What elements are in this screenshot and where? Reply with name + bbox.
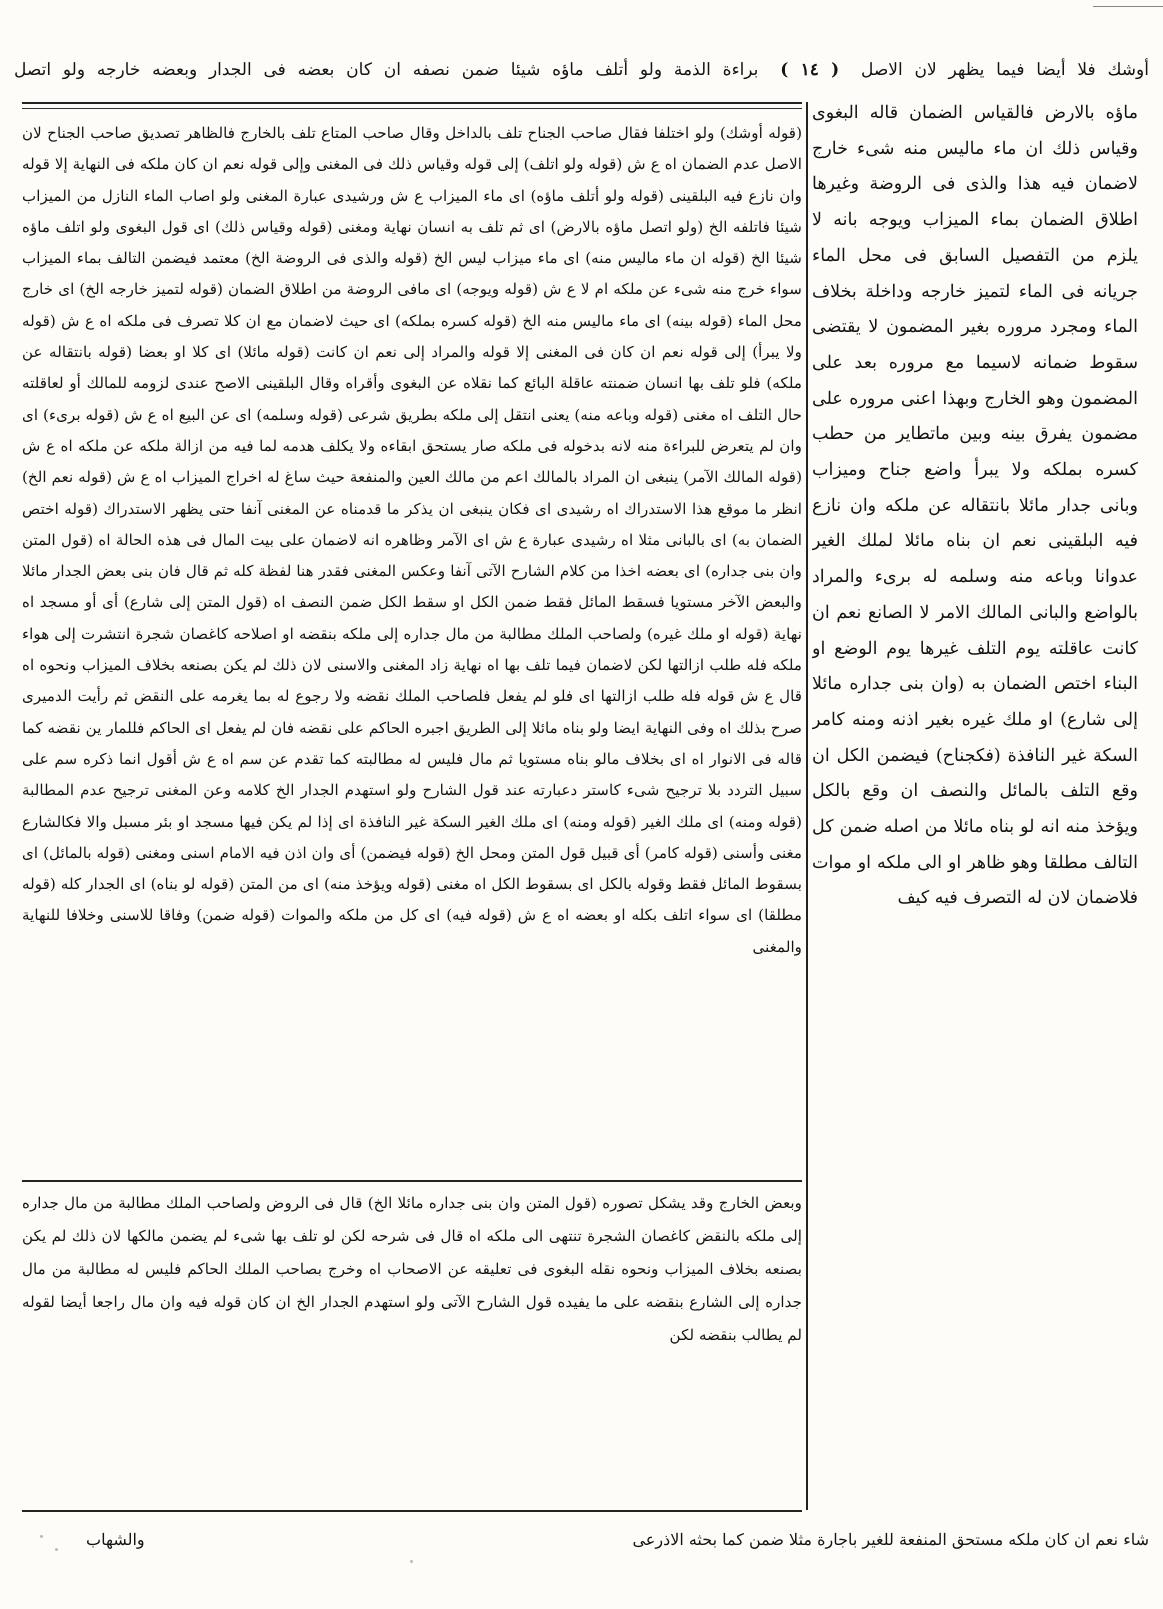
main-top-rule [22,102,802,104]
paper-speck [40,1535,43,1538]
page-number: ( ١٤ ) [780,60,840,80]
commentary-text: (قوله أوشك) ولو اختلفا فقال صاحب الجناح تلف بالداخل وقال صاحب المتاع تلف بالخارج فالظاهر تصديق صاحب الجناح لان الاصل عدم الضمان اه ع ش (قوله ولو اتلف) إلى قوله وقياس ذلك فى المغنى وإلى قوله نعم ان كان ملكه فى النهاية إلا قوله وان نازع فيه البلقينى (قوله ولو أتلف ماؤه) اى ماء الميزاب ع ش ورشيدى عبارة المغنى ولو اصاب الماء النازل من الميزاب شيئا فاتلفه الخ (ولو اتصل ماؤه بالارض) اى ثم تلف به انسان نهاية ومغنى (قوله وقياس ذلك) اى قول البغوى ولو اتلف ماؤه شيئا الخ (قوله ان ماء ماليس منه) اى ماء ميزاب ليس الخ (قوله والذى فى الروضة الخ) معتمد فيضمن التالف بماء الميزاب سواء خرج منه شىء عن ملكه ام لا ع ش (قوله ويوجه) اى مافى الروضة من اطلاق الضمان (قوله لتميز خارجه الخ) اى خارج محل الماء (قوله بينه) اى ماء ماليس منه الخ (قوله كسره بملكه) اى حيث لاضمان مع ان كلا تصرف فى ملكه اه ع ش (قوله ولا يبرأ) إلى قوله نعم ان كان فى المغنى إلا قوله والمراد إلى نعم ان كانت (قوله مائلا) اى كلا او بعضا (قوله بانتقاله عن ملكه) فلو تلف بها انسان ضمنته عاقلة البائع كما نقلاه عن البغوى وأقراه وقال البلقينى الاصح عندى لزومه للمالك أو لعاقلته حال التلف اه مغنى (قوله وباعه منه) يعنى انتقل إلى ملكه بطريق شرعى (قوله وسلمه) اى عن البيع اه ع ش (قوله برىء) اى وان لم يتعرض للبراءة منه لانه بدخوله فى ملكه صار يستحق ابقاءه ولا يكلف هدمه لما فيه من ازالة ملكه عن ملكه اه ع ش (قوله المالك الآمر) ينبغى ان المراد بالمالك اعم من مالك العين والمنفعة حيث ساغ له اخراج الميزاب اه ع ش (قوله نعم الخ) انظر ما موقع هذا الاستدراك اه رشيدى اى فكان ينبغى ان يذكر ما قدمناه عن المغنى آنفا حتى يظهر الاستدراك (قوله اختص الضمان به) اى بالبانى مثلا اه رشيدى عبارة ع ش اى الآمر وظاهره انه لاضمان على بيت المال فى هذه الحالة اه (قول المتن وان بنى جداره) اى بعضه اخذا من كلام الشارح الآتى آنفا وعكس المغنى فقدر هنا لفظة كله ثم قال فان بنى بعض الجدار مائلا والبعض الآخر مستويا فسقط المائل فقط ضمن الكل او سقط الكل ضمن النصف اه (قول المتن إلى شارع) أى أو مسجد اه نهاية (قوله او ملك غيره) ولصاحب الملك مطالبة من مال جداره إلى ملكه بنقضه او اصلاحه كاغصان شجرة انتشرت إلى هواء ملكه فله طلب ازالتها لكن لاضمان فيما تلف بها اه نهاية زاد المغنى والاسنى لان ذلك لم يكن بصنعه بخلاف الميزاب ونحوه اه قال ع ش قوله فله طلب ازالتها اى فلو لم يفعل فلصاحب الملك نقضه ولا رجوع له بما يغرمه على النقض ثم رأيت الدميرى صرح بذلك اه وفى النهاية ايضا ولو بناه مائلا إلى الطريق اجبره الحاكم على نقضه فان لم يفعل اى الحاكم فللمار ين نقضه كما قاله فى الانوار اه اى بخلاف مالو بناه مستويا ثم مال فليس له مطالبته كما تقدم عن سم اه ع ش أقول انما ذكره سم على سبيل التردد بلا ترجيح شىء كاستر دعبارته عند قول الشارح ولو استهدم الجدار الخ كلامه وعن المغنى ترجيح عدم المطالبة (قوله ومنه) اى ملك الغير (قوله ومنه) اى ملك الغير السكة غير النافذة اى إذا لم يكن فيها مسجد او بئر مسبل والا فكالشارع مغنى وأسنى (قوله كامر) أى قبيل قول المتن ومحل الخ (قوله فيضمن) أى وان اذن فيه الامام اسنى ومغنى (قوله بالمائل) اى بسقوط المائل فقط وقوله بالكل اى بسقوط الكل اه مغنى (قوله ويؤخذ منه) اى من المتن (قوله لو بناه) اى الجدار كله (قوله مطلقا) اى سواء اتلف بكله او بعضه اه ع ش (قوله فيه) اى كل من ملكه والموات (قوله ضمن) وفاقا للاسنى وخلافا للنهاية والمغنى [22,124,802,956]
main-bottom-rule [22,1510,802,1512]
paper-speck [55,1548,58,1551]
catchword: والشهاب [86,1530,145,1549]
header-right-text: أوشك فلا أيضا فيما يظهر لان الاصل [860,60,1149,80]
continuation-text: شاء نعم ان كان ملكه مستحق المنفعة للغير باجارة مثلا ضمن كما بحثه الاذرعى [632,1530,1149,1549]
footnote-divider [22,1180,802,1182]
bottom-continuation-line [440,1523,1149,1557]
side-column-text: ماؤه بالارض فالقياس الضمان قاله البغوى وقياس ذلك ان ماء ماليس منه شىء خارج لاضمان فيه هذا والذى فى الروضة وغيرها اطلاق الضمان بماء الميزاب ويوجه بانه لا يلزم من التفصيل السابق فى محل الماء جريانه فى الماء لتميز خارجه وداخلة بخلاف الماء ومجرد مروره بغير المضمون لا يقتضى سقوط ضمانه لاسيما مع مروره بعد على المضمون وهو الخارج وبهذا اعنى مروره على مضمون يفرق بينه وبين ماتطاير من حطب كسره بملكه ولا يبرأ واضع جناح وميزاب وبانى جدار مائلا بانتقاله عن ملكه وان نازع فيه البلقينى نعم ان بناه مائلا لملك الغير عدوانا وباعه منه وسلمه له برىء والمراد بالواضع والبانى المالك الامر لا الصانع نعم ان كانت عاقلته يوم التلف غيرها يوم الوضع او البناء اختص الضمان به (وان بنى جداره مائلا إلى شارع) او ملك غيره بغير اذنه ومنه كامر السكة غير النافذة (فكجناح) فيضمن الكل ان وقع التلف بالمائل والنصف ان وقع بالكل ويؤخذ منه انه لو بناه مائلا من اصله ضمن كل التالف مطلقا وهو ظاهر او الى ملكه او موات فلاضمان لان له التصرف فيه كيف [812,103,1138,909]
side-text-column [812,96,1138,1526]
commentary-column [22,118,802,1178]
footnote-section [22,1187,802,1487]
top-edge-rule [1093,6,1163,7]
running-header [14,52,1149,88]
header-left-text: براءة الذمة ولو أتلف ماؤه شيئا ضمن نصفه ان كان بعضه فى الجدار وبعضه خارجه ولو اتصل [14,60,759,80]
footnote-text: وبعض الخارج وقد يشكل تصوره (قول المتن وان بنى جداره مائلا الخ) قال فى الروض ولصاحب الملك مطالبة من مال جداره إلى ملكه بالنقض كاغصان الشجرة تنتهى الى ملكه اه قال فى شرحه لكن لو تلف بها شىء لم يضمن مالكها لان ذلك لم يكن بصنعه بخلاف الميزاب ونحوه نقله البغوى فى تعليقه عن الاصحاب اه وخرج بصاحب الملك الحاكم فليس له مطالبة من مال جداره إلى الشارع بنقضه على ما يفيده قول الشارح الآتى ولو استهدم الجدار الخ ان كان قوله فيه وان مال راجعا أيضا لقوله لم يطالب بنقضه لكن [22,1194,802,1344]
column-divider [806,102,808,1510]
paper-speck [410,1560,413,1563]
main-top-rule-inner [22,108,802,109]
